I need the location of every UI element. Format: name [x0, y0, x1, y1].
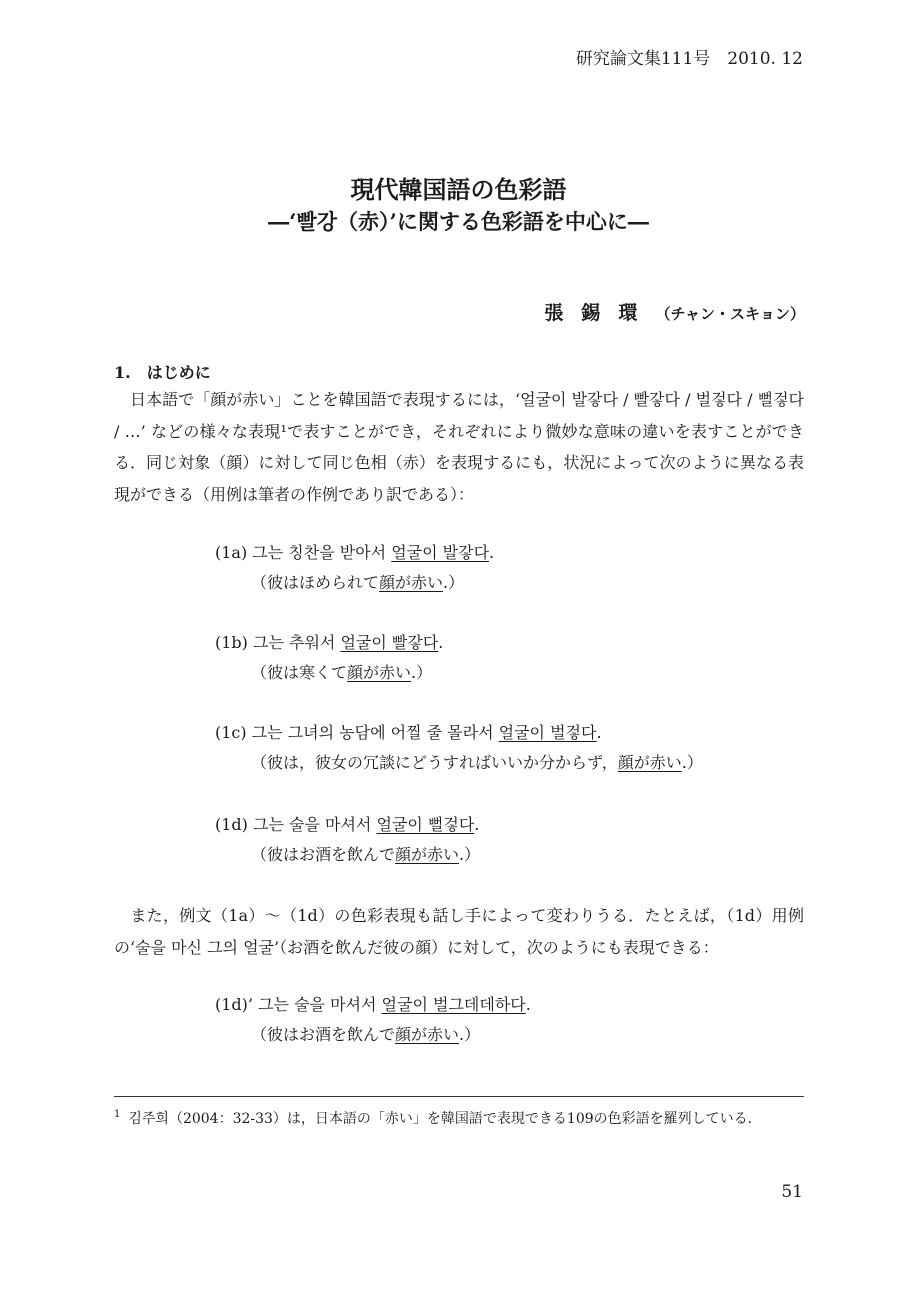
- example-translation: [215, 658, 443, 688]
- example-underlined: 얼굴이 뻘겋다: [376, 815, 475, 834]
- example-korean: 그는 칭찬을 받아서: [252, 543, 392, 562]
- example-korean: 그는 술을 마셔서: [258, 995, 382, 1014]
- translation-underlined: 顔が赤い: [395, 845, 460, 864]
- example-translation: [215, 840, 480, 870]
- footnote-text: 김주희（2004：32-33）は，日本語の「赤い」を韓国語で表現できる109の色彩語を羅列している．: [128, 1111, 762, 1127]
- page-number: 51: [781, 1182, 803, 1202]
- author-reading: （チャン・スキョン）: [655, 305, 805, 323]
- example-punct: .: [596, 723, 602, 742]
- translation-text: （彼は，彼女の冗談にどうすればいいか分からず，: [251, 753, 618, 772]
- translation-text: （彼は寒くて: [251, 663, 348, 682]
- journal-header: 研究論文集111号 2010. 12: [575, 49, 803, 69]
- footnote-divider: [114, 1096, 804, 1097]
- example-1a: [215, 538, 494, 598]
- paper-subtitle: ―‘빨강（赤）’に関する色彩語を中心に―: [268, 209, 649, 234]
- translation-underlined: 顔が赤い: [617, 753, 682, 772]
- example-korean: 그는 추워서: [253, 633, 341, 652]
- paragraph-variation: また，例文（1a）～（1d）の色彩表現も話し手によって変わりうる．たとえば，（1d）用例の‘술을 마신 그의 얼굴’（お酒を飲んだ彼の顔）に対して，次のようにも表現できる：: [114, 906, 804, 957]
- translation-punct: .）: [411, 663, 433, 682]
- paper-title: 現代韓国語の色彩語: [350, 175, 567, 204]
- example-underlined: 얼굴이 벌겋다: [498, 723, 597, 742]
- example-punct: .: [438, 633, 444, 652]
- example-label: (1d): [215, 815, 248, 834]
- translation-punct: .）: [459, 1025, 481, 1044]
- example-korean: 그는 술을 마셔서: [253, 815, 377, 834]
- example-translation: [215, 568, 494, 598]
- section-heading: 1. はじめに: [114, 363, 211, 382]
- example-underlined: 얼굴이 발갛다: [391, 543, 490, 562]
- author-name: 張錫環: [544, 302, 656, 324]
- translation-underlined: 顔が赤い: [347, 663, 412, 682]
- translation-punct: .）: [443, 573, 465, 592]
- example-1d: [215, 810, 480, 870]
- example-1d-prime: [215, 990, 531, 1050]
- paragraph-intro: 日本語で「顔が赤い」ことを韓国語で表現するには，‘얼굴이 발갛다 / 빨갛다 / 벌겋다 / 뻘겋다 / …’ などの様々な表現¹で表すことができ，それぞれにより微妙な意味の違いを表すことができる．同じ対象（顔）に対して同じ色相（赤）を表現するにも，状況によって次のように異なる表現ができる（用例は筆者の作例であり訳である）：: [114, 390, 804, 504]
- example-1c: [215, 718, 703, 778]
- example-label: (1c): [215, 723, 247, 742]
- example-translation: [215, 1020, 531, 1050]
- example-underlined: 얼굴이 빨갛다: [340, 633, 439, 652]
- example-underlined: 얼굴이 벌그데데하다: [381, 995, 526, 1014]
- footnote: [114, 1108, 762, 1128]
- example-punct: .: [489, 543, 495, 562]
- example-translation: [215, 748, 703, 778]
- example-1b: [215, 628, 443, 688]
- example-label: (1a): [215, 543, 248, 562]
- translation-text: （彼はお酒を飲んで: [251, 1025, 396, 1044]
- example-punct: .: [525, 995, 531, 1014]
- footnote-mark: 1: [114, 1109, 121, 1121]
- example-korean: 그는 그녀의 농담에 어찔 줄 몰라서: [251, 723, 499, 742]
- translation-underlined: 顔が赤い: [379, 573, 444, 592]
- author: [544, 298, 805, 325]
- translation-punct: .）: [681, 753, 703, 772]
- translation-underlined: 顔が赤い: [395, 1025, 460, 1044]
- example-punct: .: [474, 815, 480, 834]
- translation-punct: .）: [459, 845, 481, 864]
- translation-text: （彼はお酒を飲んで: [251, 845, 396, 864]
- example-label: (1b): [215, 633, 248, 652]
- translation-text: （彼はほめられて: [251, 573, 380, 592]
- example-label: (1d)’: [215, 995, 253, 1014]
